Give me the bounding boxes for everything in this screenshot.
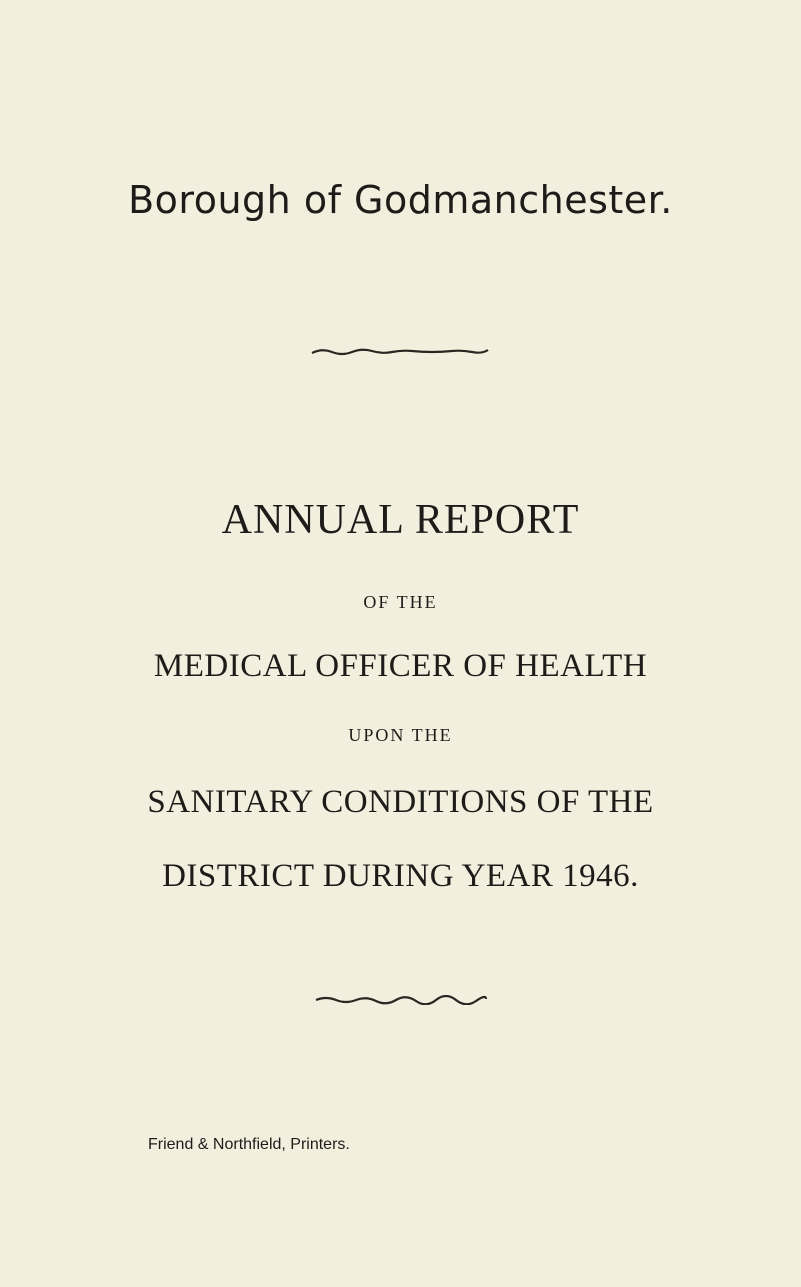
report-title: ANNUAL REPORT <box>221 497 580 543</box>
borough-heading: Borough of Godmanchester. <box>128 178 673 222</box>
ornamental-rule-top <box>310 347 490 357</box>
ornamental-rule-bottom <box>314 995 488 1005</box>
district-year-text: DISTRICT DURING YEAR 1946. <box>162 858 639 894</box>
of-the-text: OF THE <box>363 592 438 612</box>
upon-the-text: UPON THE <box>348 725 453 745</box>
officer-title: MEDICAL OFFICER OF HEALTH <box>153 648 648 684</box>
printers-credit: Friend & Northfield, Printers. <box>148 1136 350 1153</box>
conditions-text: SANITARY CONDITIONS OF THE <box>147 784 654 820</box>
